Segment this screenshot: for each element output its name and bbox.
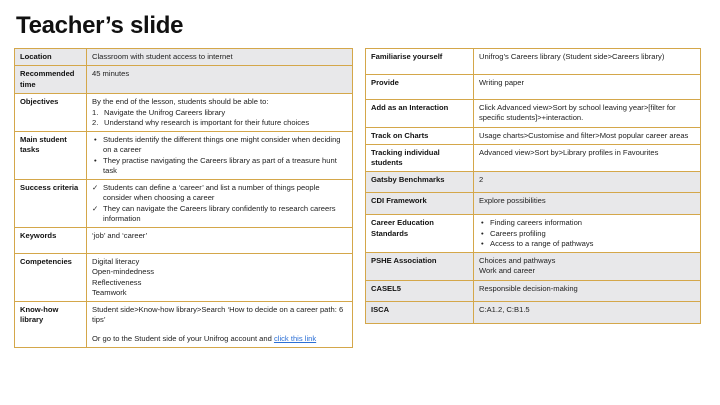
list-item: Work and career (479, 266, 535, 276)
table-row (366, 75, 701, 100)
list-item-text: Understand why research is important for their future choices (104, 117, 310, 127)
list-item: ✓ They can navigate the Careers library confidently to research careers information (92, 204, 347, 225)
row-value: 45 minutes (87, 66, 353, 94)
row-label: Success criteria (15, 180, 87, 228)
list-item: Teamwork (92, 287, 127, 297)
row-label: Gatsby Benchmarks (366, 172, 474, 193)
row-label: Tracking individual students (366, 144, 474, 172)
row-value (87, 254, 353, 302)
row-label: Provide (366, 75, 474, 100)
table-row (15, 302, 353, 348)
tasks-list (92, 135, 347, 176)
row-label: Keywords (15, 228, 87, 254)
row-label: Location (15, 49, 87, 66)
row-label: CASEL5 (366, 280, 474, 301)
row-value (474, 253, 701, 281)
row-label: Main student tasks (15, 132, 87, 180)
row-value: Unifrog’s Careers library (Student side>Careers library) (474, 49, 701, 75)
table-row (15, 132, 353, 180)
table-row (366, 193, 701, 215)
table-row (366, 301, 701, 323)
list-item: 1. Navigate the Unifrog Careers library (92, 107, 226, 117)
lesson-details-table (14, 48, 353, 348)
objectives-intro: By the end of the lesson, students should be able to: (92, 97, 269, 107)
list-item: 2. Understand why research is important for their future choices (92, 117, 310, 127)
row-label: Objectives (15, 94, 87, 132)
table-row (366, 172, 701, 193)
row-label: Competencies (15, 254, 87, 302)
career-standards-list (479, 218, 695, 249)
table-row (366, 49, 701, 75)
table-row (366, 100, 701, 128)
list-item-text: Navigate the Unifrog Careers library (104, 107, 226, 117)
row-value: Explore possibilities (474, 193, 701, 215)
row-label: Familiarise yourself (366, 49, 474, 75)
row-value: 2 (474, 172, 701, 193)
table-row (15, 254, 353, 302)
teacher-resources-table (365, 48, 701, 324)
row-label: Add as an Interaction (366, 100, 474, 128)
table-row (366, 144, 701, 172)
knowhow-alt-text: Or go to the Student side of your Unifrog account and (92, 333, 272, 343)
list-item: • Students identify the different things one might consider when deciding on a career (92, 135, 347, 156)
list-item: • Access to a range of pathways (479, 239, 695, 249)
row-label: Track on Charts (366, 127, 474, 144)
table-row (366, 280, 701, 301)
list-item: • Finding careers information (479, 218, 695, 228)
row-value (87, 180, 353, 228)
row-value (87, 94, 353, 132)
list-item: Choices and pathways (479, 256, 556, 265)
row-value (87, 132, 353, 180)
row-value: Advanced view>Sort by>Library profiles in Favourites (474, 144, 701, 172)
row-value: Usage charts>Customise and filter>Most popular career areas (474, 127, 701, 144)
success-criteria-list (92, 183, 347, 224)
row-value: ‘job’ and ‘career’ (87, 228, 353, 254)
table-row (366, 127, 701, 144)
knowhow-link[interactable]: click this link (273, 333, 317, 343)
row-label: PSHE Association (366, 253, 474, 281)
list-item: • They practise navigating the Careers library as part of a treasure hunt task (92, 156, 347, 177)
row-value (87, 302, 353, 348)
table-row (15, 180, 353, 228)
list-item: Open-mindedness (92, 267, 155, 277)
table-row (15, 228, 353, 254)
row-label: Know-how library (15, 302, 87, 348)
row-value: Responsible decision-making (474, 280, 701, 301)
row-value: Click Advanced view>Sort by school leaving year>[filter for specific students]>+interaction. (474, 100, 701, 128)
table-row (15, 66, 353, 94)
table-row (366, 253, 701, 281)
table-row (366, 215, 701, 253)
row-label: CDI Framework (366, 193, 474, 215)
row-value: C:A1.2, C:B1.5 (474, 301, 701, 323)
row-value (474, 215, 701, 253)
list-item: ✓ Students can define a ‘career’ and list a number of things people consider when choosing a career (92, 183, 347, 204)
objectives-list (92, 108, 347, 129)
table-row (15, 94, 353, 132)
row-label: Career Education Standards (366, 215, 474, 253)
table-row (15, 49, 353, 66)
list-item: • Careers profiling (479, 229, 695, 239)
slide-title: Teacher’s slide (16, 12, 184, 39)
list-item: Reflectiveness (92, 277, 142, 287)
row-label: ISCA (366, 301, 474, 323)
row-value: Classroom with student access to internet (87, 49, 353, 66)
list-item: Digital literacy (92, 257, 140, 266)
knowhow-path: Student side>Know-how library>Search ‘How to decide on a career path: 6 tips’ (92, 305, 344, 325)
row-label: Recommended time (15, 66, 87, 94)
row-value: Writing paper (474, 75, 701, 100)
